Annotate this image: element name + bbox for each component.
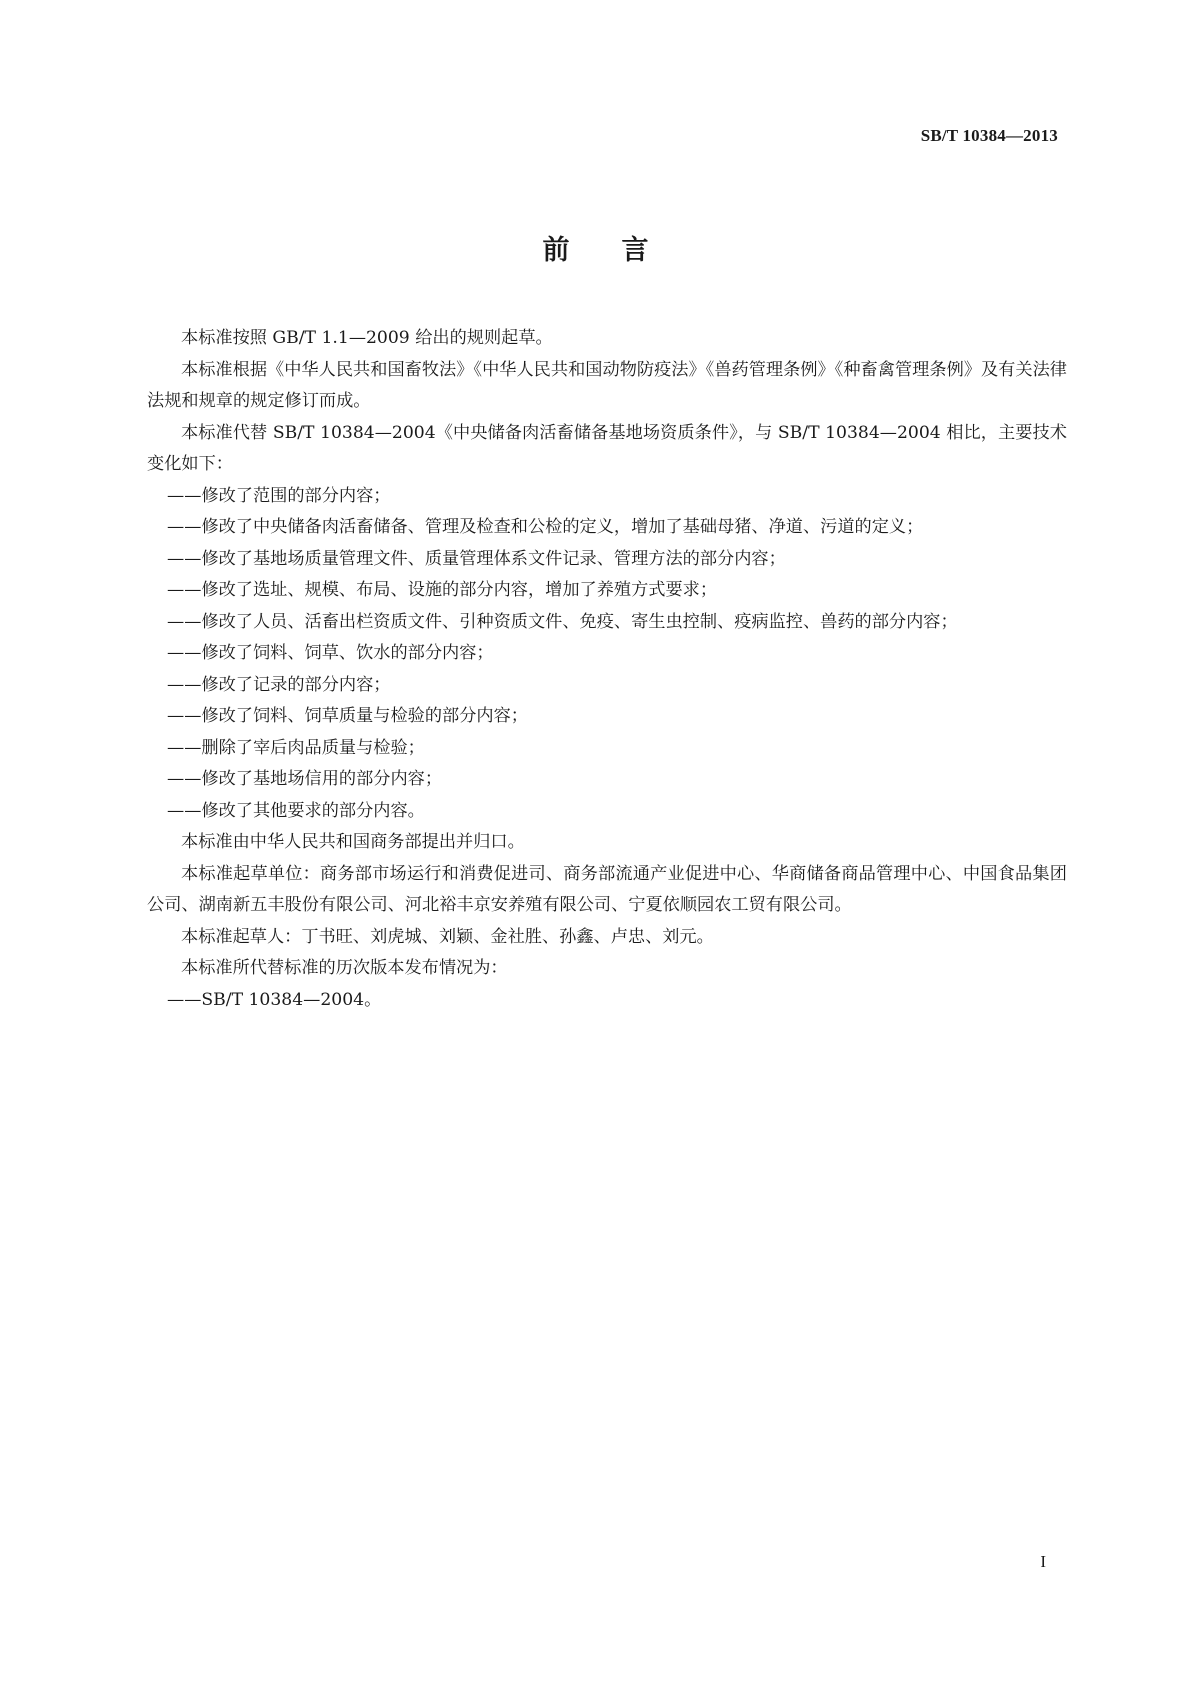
changes-list [147, 481, 1067, 828]
page-title: 前言 [542, 235, 701, 266]
paragraph-drafting-rules: 本标准按照 GB/T 1.1—2009 给出的规则起草。 [181, 328, 553, 348]
list-item: ——修改了基地场信用的部分内容； [167, 769, 443, 789]
history-item: ——SB/T 10384—2004。 [167, 989, 382, 1010]
paragraph-legal-basis: 本标准根据《中华人民共和国畜牧法》《中华人民共和国动物防疫法》《兽药管理条例》《种畜禽管理条例》及有关法律法规和规章的规定修订而成。 [147, 359, 1067, 411]
paragraph-history-intro: 本标准所代替标准的历次版本发布情况为： [181, 958, 508, 978]
list-item: ——修改了中央储备肉活畜储备、管理及检查和公检的定义，增加了基础母猪、净道、污道的定义； [167, 517, 924, 537]
list-item: ——修改了人员、活畜出栏资质文件、引种资质文件、免疫、寄生虫控制、疫病监控、兽药的部分内容； [167, 611, 958, 632]
list-item: ——修改了基地场质量管理文件、质量管理体系文件记录、管理方法的部分内容； [167, 548, 786, 569]
foreword-body [147, 323, 1067, 1016]
list-item: ——删除了宰后肉品质量与检验； [167, 737, 425, 758]
paragraph-drafting-units: 本标准起草单位：商务部市场运行和消费促进司、商务部流通产业促进中心、华商储备商品管理中心、中国食品集团公司、湖南新五丰股份有限公司、河北裕丰京安养殖有限公司、宁夏依顺园农工贸有限公司。 [147, 863, 1067, 915]
paragraph-proposer: 本标准由中华人民共和国商务部提出并归口。 [181, 832, 525, 852]
list-item: ——修改了范围的部分内容； [167, 485, 391, 506]
list-item: ——修改了其他要求的部分内容。 [167, 800, 425, 821]
list-item: ——修改了饲料、饲草、饮水的部分内容； [167, 643, 494, 663]
paragraph-drafters: 本标准起草人：丁书旺、刘虎城、刘颖、金社胜、孙鑫、卢忠、刘元。 [181, 926, 714, 947]
list-item: ——修改了饲料、饲草质量与检验的部分内容； [167, 706, 528, 726]
document-code: SB/T 10384—2013 [920, 126, 1058, 145]
list-item: ——修改了选址、规模、布局、设施的部分内容，增加了养殖方式要求； [167, 580, 718, 600]
paragraph-replacement: 本标准代替 SB/T 10384—2004《中央储备肉活畜储备基地场资质条件》，与 SB/T 10384—2004 相比，主要技术变化如下： [147, 422, 1067, 474]
page-number: I [1040, 1552, 1046, 1571]
list-item: ——修改了记录的部分内容； [167, 674, 391, 695]
